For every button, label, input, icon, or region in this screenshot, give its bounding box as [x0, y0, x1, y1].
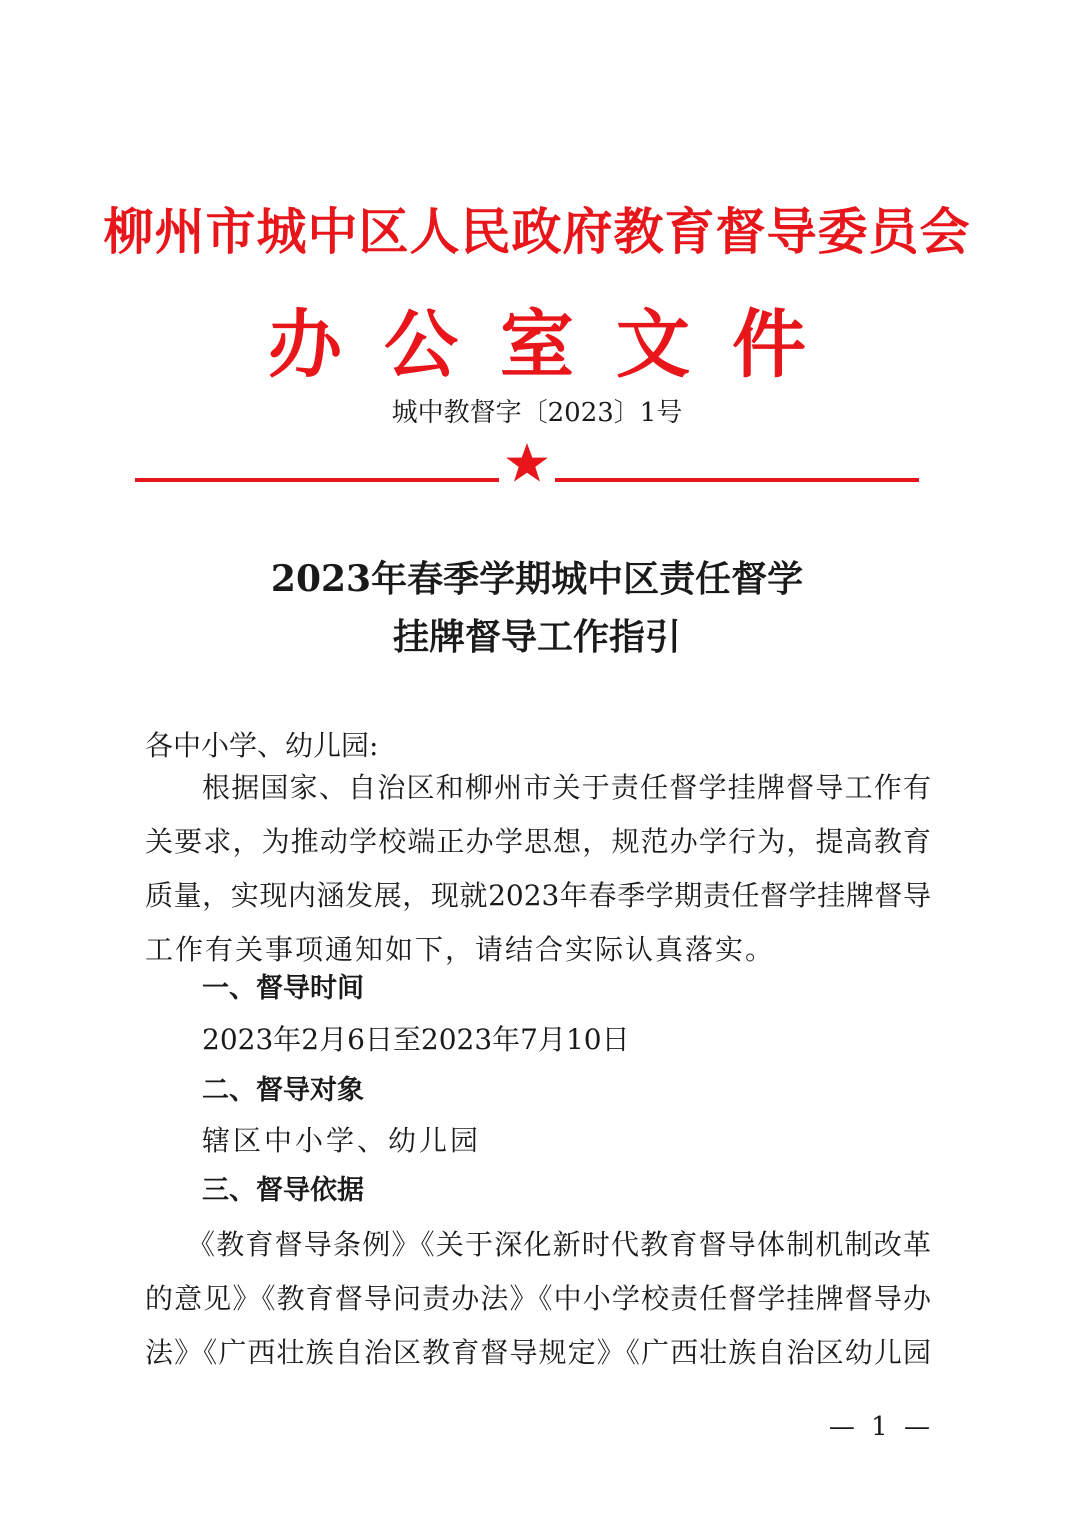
page-number: — 1 — [828, 1412, 934, 1442]
basis-line: 的意见》《教育督导问责办法》《中小学校责任督学挂牌督导办 [145, 1282, 931, 1315]
intro-line: 关要求，为推动学校端正办学思想，规范办学行为，提高教育 [145, 825, 931, 858]
section-heading-time: 一、督导时间 [202, 973, 364, 1004]
intro-line: 工作有关事项通知如下，请结合实际认真落实。 [145, 933, 776, 966]
red-rule-right [555, 478, 919, 482]
intro-line: 根据国家、自治区和柳州市关于责任督学挂牌督导工作有 [202, 771, 931, 804]
document-title-line-2: 挂牌督导工作指引 [392, 616, 681, 658]
section-text-time: 2023年2月6日至2023年7月10日 [202, 1023, 630, 1056]
basis-paragraph [145, 1218, 931, 1380]
section-heading-basis: 三、督导依据 [202, 1175, 364, 1206]
document-number: 城中教督字〔2023〕1号 [391, 398, 683, 428]
basis-line: 法》《广西壮族自治区教育督导规定》《广西壮族自治区幼儿园 [145, 1336, 931, 1369]
basis-line: 《教育督导条例》《关于深化新时代教育督导体制机制改革 [187, 1228, 931, 1261]
document-type-header: 办公室文件 [268, 302, 848, 388]
org-name-header: 柳州市城中区人民政府教育督导委员会 [103, 202, 971, 261]
salutation: 各中小学、幼儿园: [145, 729, 379, 762]
star-icon [505, 441, 549, 485]
intro-paragraph [145, 761, 931, 977]
red-rule-left [135, 478, 499, 482]
intro-line: 质量，实现内涵发展，现就2023年春季学期责任督学挂牌督导 [145, 879, 931, 912]
section-heading-target: 二、督导对象 [202, 1075, 364, 1106]
section-text-target: 辖区中小学、幼儿园 [202, 1124, 482, 1157]
document-title-line-1: 2023年春季学期城中区责任督学 [270, 558, 804, 600]
